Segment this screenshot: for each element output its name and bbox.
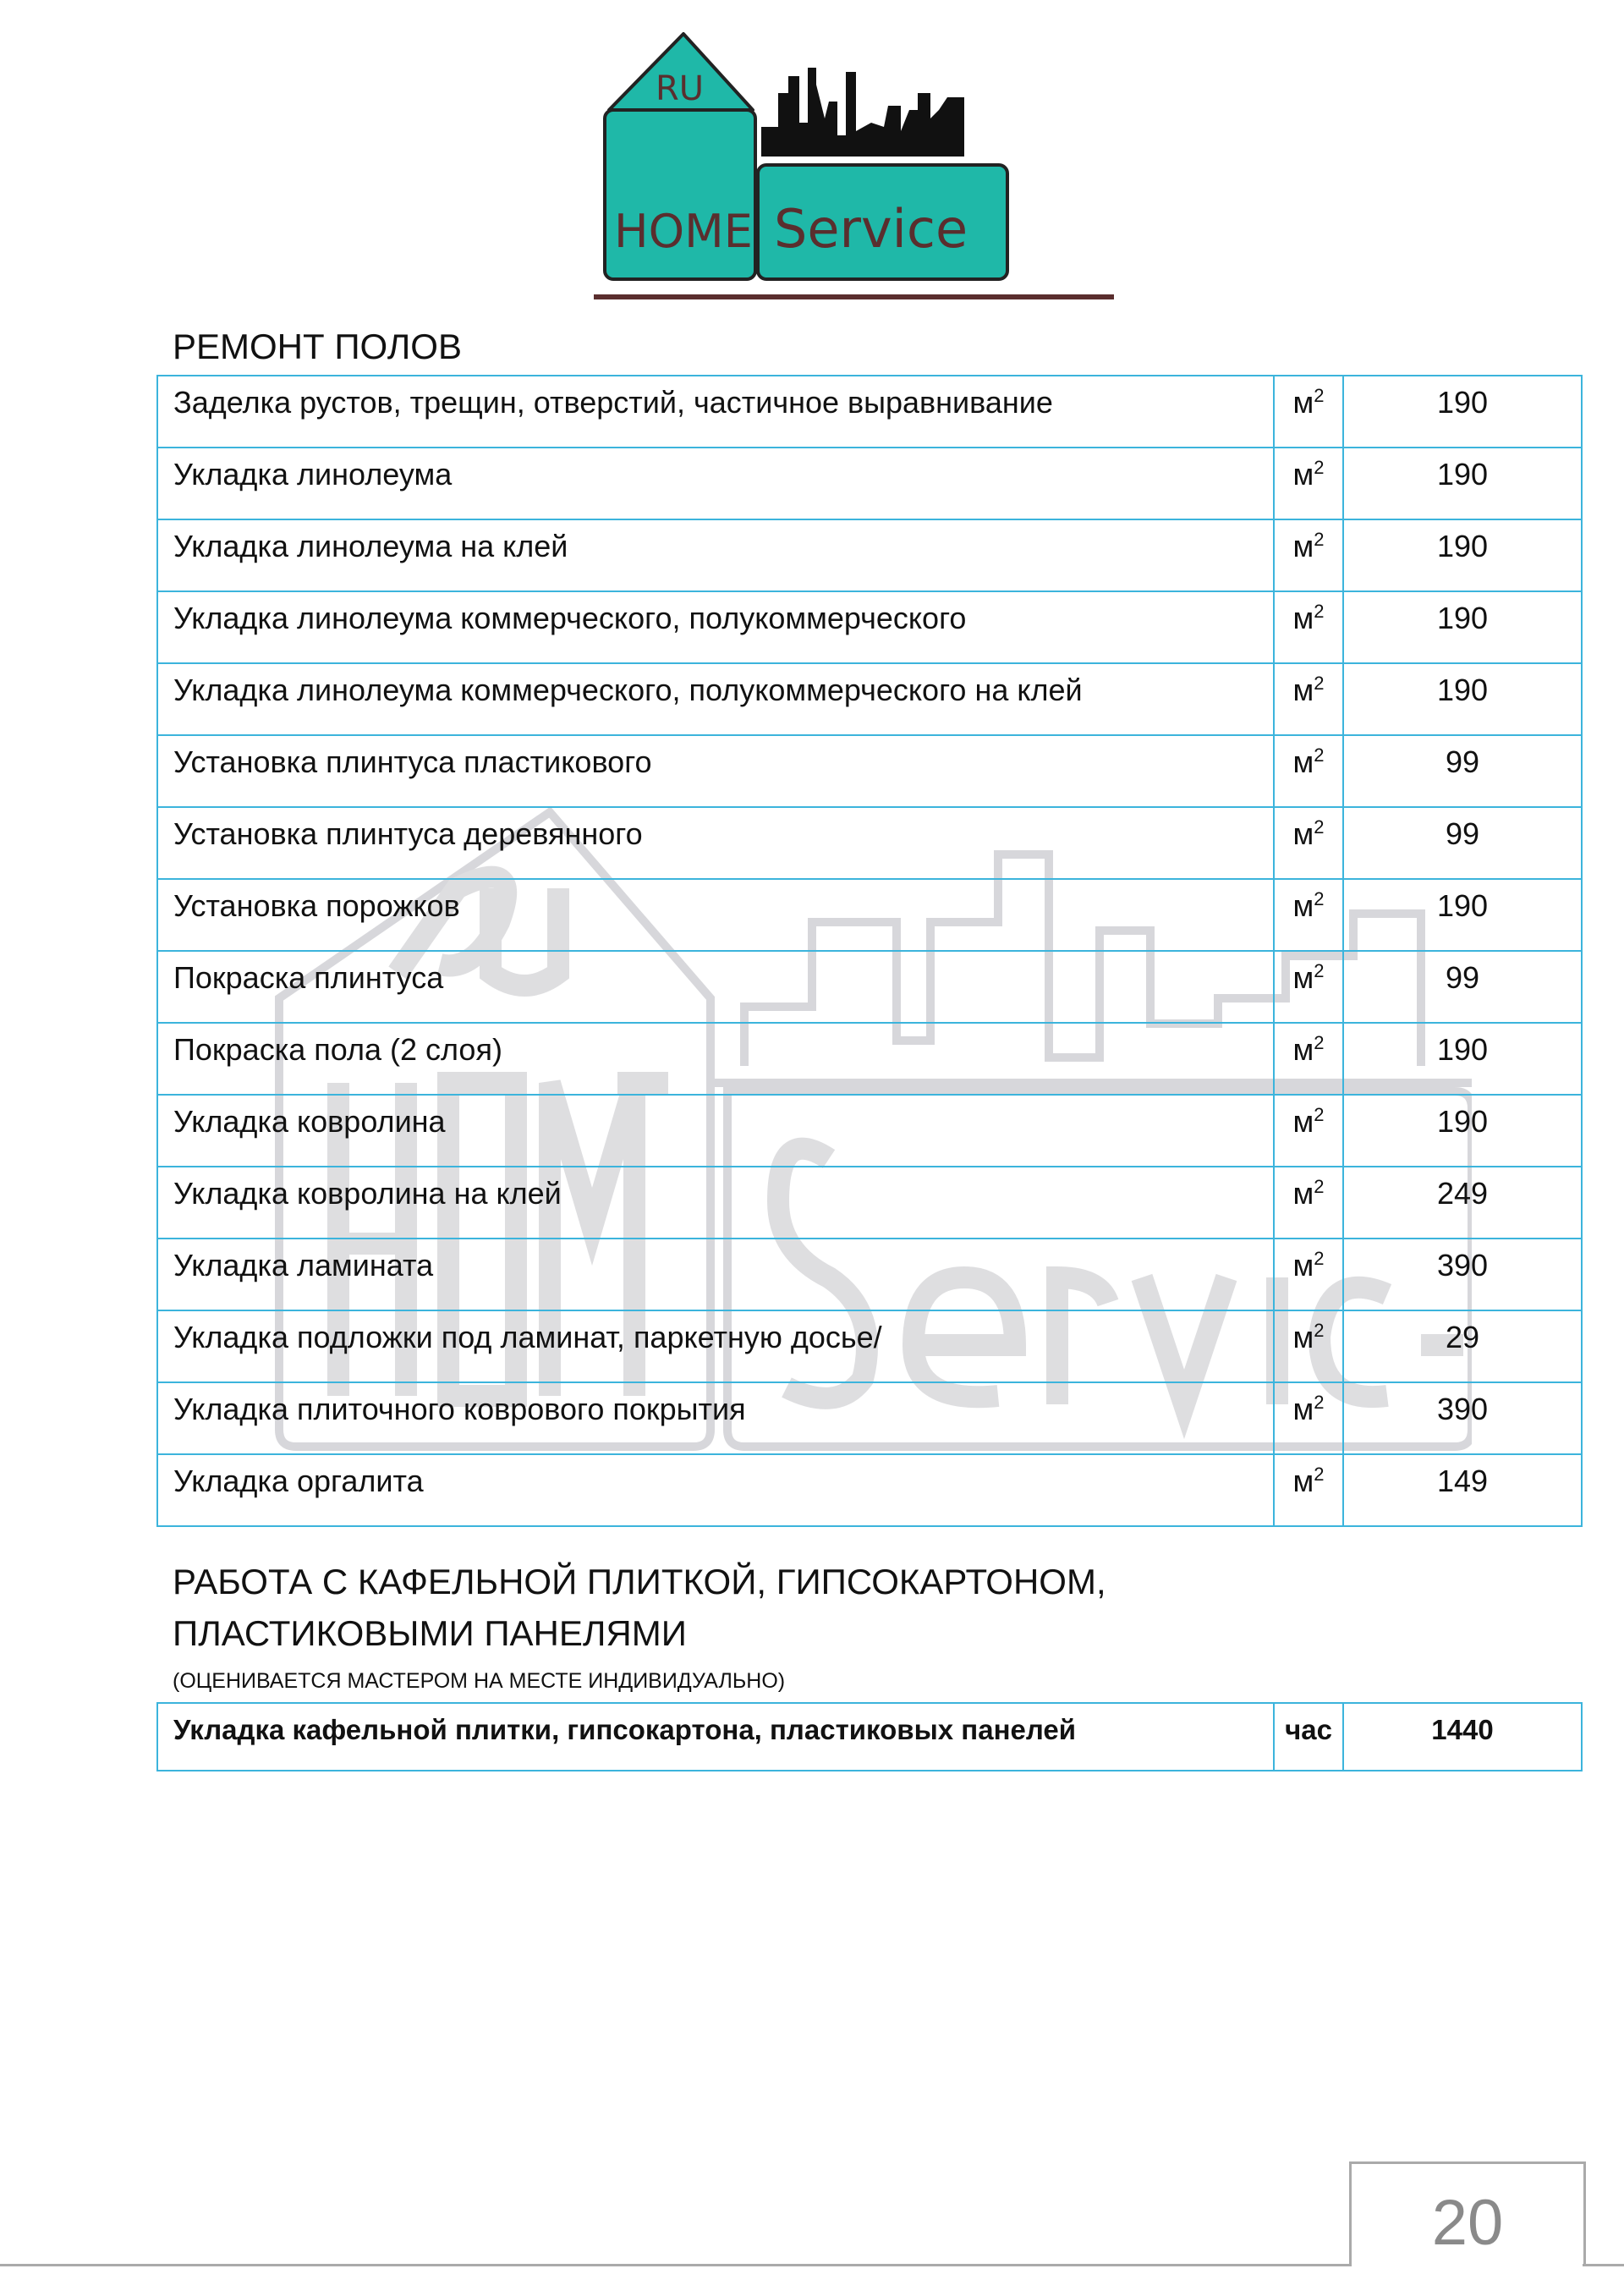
service-name: Укладка линолеума на клей [157, 519, 1274, 591]
price: 249 [1343, 1167, 1582, 1239]
unit-text [1293, 673, 1325, 708]
unit: м [1292, 385, 1314, 420]
price: 99 [1343, 735, 1582, 807]
service-name: Укладка подложки под ламинат, паркетную досье/ [157, 1310, 1274, 1382]
unit-exponent: 2 [1314, 601, 1325, 622]
unit: м [1292, 1104, 1314, 1139]
table-row [157, 1023, 1582, 1095]
table-row [157, 951, 1582, 1023]
unit-cell [1274, 448, 1343, 519]
price: 190 [1343, 519, 1582, 591]
table-row [157, 1167, 1582, 1239]
service-name: Укладка оргалита [157, 1454, 1274, 1526]
unit: м [1292, 960, 1314, 995]
table-row [157, 735, 1582, 807]
price: 190 [1343, 879, 1582, 951]
price: 390 [1343, 1382, 1582, 1454]
price-table-tiles [156, 1702, 1583, 1771]
unit-cell [1274, 376, 1343, 448]
unit-cell [1274, 1310, 1343, 1382]
unit-exponent: 2 [1314, 457, 1325, 478]
table-row [157, 519, 1582, 591]
service-name: Установка плинтуса пластикового [157, 735, 1274, 807]
unit-cell [1274, 663, 1343, 735]
unit-text [1293, 1464, 1325, 1499]
price: 99 [1343, 951, 1582, 1023]
service-name: Покраска плинтуса [157, 951, 1274, 1023]
section-title-floor-repair: РЕМОНТ ПОЛОВ [173, 327, 462, 366]
service-name: Укладка ламината [157, 1239, 1274, 1310]
unit-text [1293, 457, 1325, 492]
price: 190 [1343, 1095, 1582, 1167]
unit: м [1292, 529, 1314, 563]
unit: м [1292, 1248, 1314, 1283]
unit-text [1293, 816, 1325, 852]
logo-home-text: HOME [614, 205, 753, 258]
section-note: (ОЦЕНИВАЕТСЯ МАСТЕРОМ НА МЕСТЕ ИНДИВИДУАЛЬНО) [173, 1669, 786, 1693]
unit: м [1292, 1392, 1314, 1426]
unit-cell [1274, 1239, 1343, 1310]
page-number-box [1349, 2161, 1586, 2266]
unit-cell [1274, 1454, 1343, 1526]
unit: м [1292, 744, 1314, 779]
company-logo [592, 25, 1133, 305]
unit-exponent: 2 [1314, 1176, 1325, 1197]
price: 190 [1343, 591, 1582, 663]
service-name: Укладка линолеума коммерческого, полукоммерческого [157, 591, 1274, 663]
unit-text [1293, 1032, 1325, 1068]
price: 190 [1343, 376, 1582, 448]
unit-exponent: 2 [1314, 960, 1325, 981]
service-name: Установка плинтуса деревянного [157, 807, 1274, 879]
service-name: Укладка плиточного коврового покрытия [157, 1382, 1274, 1454]
unit-cell [1274, 951, 1343, 1023]
service-name: Укладка линолеума [157, 448, 1274, 519]
unit-text [1293, 1176, 1325, 1211]
unit-exponent: 2 [1314, 385, 1325, 406]
price: 99 [1343, 807, 1582, 879]
table-row [157, 1239, 1582, 1310]
service-name: Укладка ковролина [157, 1095, 1274, 1167]
unit-text [1293, 1320, 1325, 1355]
unit-exponent: 2 [1314, 888, 1325, 909]
table-row [157, 591, 1582, 663]
price: 390 [1343, 1239, 1582, 1310]
unit-exponent: 2 [1314, 1320, 1325, 1341]
unit-exponent: 2 [1314, 816, 1325, 838]
unit: м [1292, 888, 1314, 923]
table-row [157, 879, 1582, 951]
service-name: Укладка ковролина на клей [157, 1167, 1274, 1239]
unit-text [1293, 744, 1325, 780]
unit-text [1293, 888, 1325, 924]
table-row [157, 807, 1582, 879]
table-row [157, 1703, 1582, 1771]
unit: м [1292, 1464, 1314, 1498]
unit-cell [1274, 735, 1343, 807]
unit: час [1285, 1714, 1332, 1745]
unit-cell [1274, 519, 1343, 591]
price: 149 [1343, 1454, 1582, 1526]
unit-exponent: 2 [1314, 1248, 1325, 1269]
price: 190 [1343, 1023, 1582, 1095]
section-title-tiles-line2: ПЛАСТИКОВЫМИ ПАНЕЛЯМИ [173, 1613, 687, 1653]
price: 190 [1343, 448, 1582, 519]
unit-exponent: 2 [1314, 1104, 1325, 1125]
service-name: Укладка линолеума коммерческого, полукоммерческого на клей [157, 663, 1274, 735]
unit-text [1293, 529, 1325, 564]
unit-exponent: 2 [1314, 673, 1325, 694]
unit-cell [1274, 591, 1343, 663]
unit: м [1292, 601, 1314, 635]
unit-cell [1274, 1167, 1343, 1239]
unit-text [1285, 1712, 1332, 1748]
price-table-floor-repair [156, 375, 1583, 1527]
service-name: Заделка рустов, трещин, отверстий, частичное выравнивание [157, 376, 1274, 448]
unit-cell [1274, 879, 1343, 951]
service-name: Установка порожков [157, 879, 1274, 951]
unit: м [1292, 673, 1314, 707]
unit-exponent: 2 [1314, 744, 1325, 766]
unit-exponent: 2 [1314, 529, 1325, 550]
logo-ru-text: RU [656, 69, 705, 108]
unit: м [1292, 1176, 1314, 1211]
unit-cell [1274, 1703, 1343, 1771]
unit-exponent: 2 [1314, 1464, 1325, 1485]
price: 190 [1343, 663, 1582, 735]
unit: м [1292, 816, 1314, 851]
footer-divider [1583, 2264, 1624, 2266]
service-name: Покраска пола (2 слоя) [157, 1023, 1274, 1095]
price: 29 [1343, 1310, 1582, 1382]
unit-cell [1274, 1023, 1343, 1095]
unit-text [1293, 1104, 1325, 1140]
unit-cell [1274, 807, 1343, 879]
section-title-tiles-line1: РАБОТА С КАФЕЛЬНОЙ ПЛИТКОЙ, ГИПСОКАРТОНОМ, [173, 1562, 1106, 1601]
table-row [157, 1382, 1582, 1454]
page-number: 20 [1431, 2187, 1504, 2259]
logo-service-text: Service [774, 198, 968, 260]
table-row [157, 1095, 1582, 1167]
unit-cell [1274, 1382, 1343, 1454]
table-row [157, 376, 1582, 448]
price: 1440 [1343, 1703, 1582, 1771]
unit-text [1293, 601, 1325, 636]
unit: м [1292, 1032, 1314, 1067]
unit-exponent: 2 [1314, 1032, 1325, 1053]
unit: м [1292, 457, 1314, 492]
unit-cell [1274, 1095, 1343, 1167]
table-row [157, 663, 1582, 735]
unit-text [1293, 1248, 1325, 1283]
table-row [157, 1454, 1582, 1526]
unit: м [1292, 1320, 1314, 1354]
unit-exponent: 2 [1314, 1392, 1325, 1413]
service-name: Укладка кафельной плитки, гипсокартона, пластиковых панелей [157, 1703, 1274, 1771]
unit-text [1293, 1392, 1325, 1427]
unit-text [1293, 385, 1325, 420]
table-row [157, 448, 1582, 519]
unit-text [1293, 960, 1325, 996]
footer-divider [0, 2264, 1349, 2266]
table-row [157, 1310, 1582, 1382]
